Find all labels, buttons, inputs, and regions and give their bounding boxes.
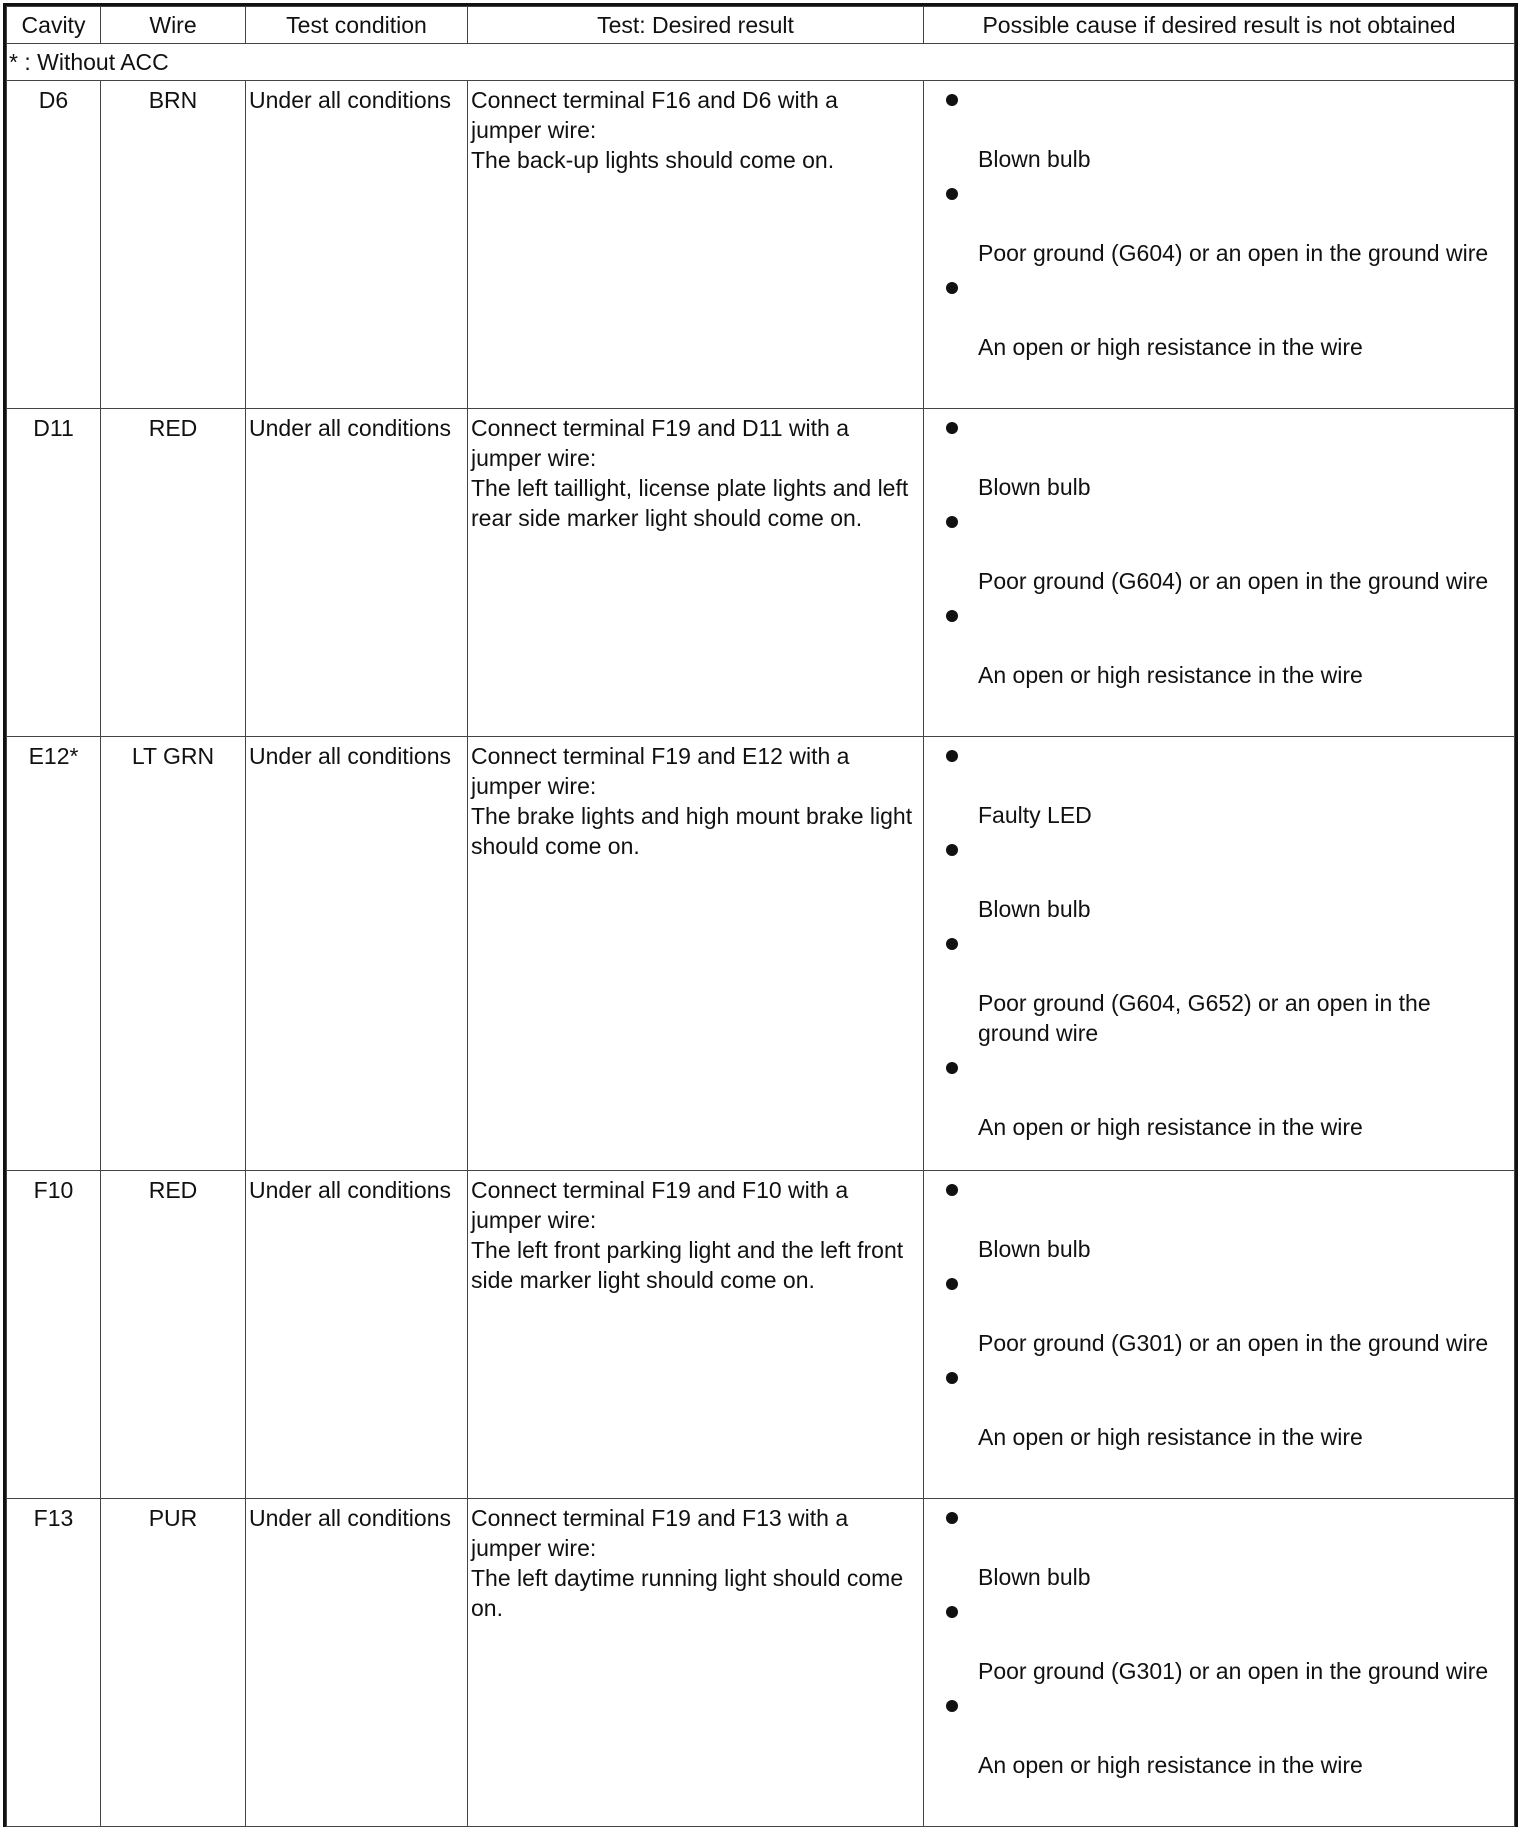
bullet-icon (946, 1372, 958, 1384)
cause-item (942, 750, 1494, 830)
table-row (7, 1499, 1515, 1827)
cavity-cell: D11 (7, 409, 101, 737)
cause-item (942, 1372, 1494, 1452)
footnote-row (7, 44, 1515, 81)
condition-cell: Under all conditions (246, 81, 468, 409)
cause-item (942, 282, 1494, 362)
test-instruction: Connect terminal F19 and F10 with a jumper wire: (471, 1177, 849, 1233)
cavity-cell: F13 (7, 1499, 101, 1827)
test-expectation: The left front parking light and the left front side marker light should come on. (471, 1237, 904, 1293)
bullet-icon (946, 750, 958, 762)
test-instruction: Connect terminal F19 and D11 with a jumper wire: (471, 415, 849, 471)
cause-text: An open or high resistance in the wire (978, 1752, 1363, 1778)
wire-cell: RED (101, 409, 246, 737)
cause-text: Blown bulb (978, 1236, 1091, 1262)
cause-item (942, 1700, 1494, 1780)
bullet-icon (946, 94, 958, 106)
table-row (7, 409, 1515, 737)
cause-text: An open or high resistance in the wire (978, 1424, 1363, 1450)
test-expectation: The brake lights and high mount brake light should come on. (471, 803, 913, 859)
possible-cause-cell (924, 737, 1515, 1171)
bullet-icon (946, 422, 958, 434)
header-test-condition: Test condition (246, 7, 468, 44)
possible-cause-cell (924, 1499, 1515, 1827)
bullet-icon (946, 188, 958, 200)
table-row (7, 737, 1515, 1171)
wire-cell: LT GRN (101, 737, 246, 1171)
cause-text: An open or high resistance in the wire (978, 662, 1363, 688)
cause-text: Poor ground (G301) or an open in the ground wire (978, 1658, 1489, 1684)
header-possible-cause: Possible cause if desired result is not obtained (924, 7, 1515, 44)
cause-item (942, 94, 1494, 174)
desired-result-cell (468, 737, 924, 1171)
test-expectation: The left taillight, license plate lights and left rear side marker light should come on. (471, 475, 909, 531)
bullet-icon (946, 1700, 958, 1712)
header-desired-result: Test: Desired result (468, 7, 924, 44)
test-expectation: The left daytime running light should come on. (471, 1565, 904, 1621)
possible-cause-cell (924, 81, 1515, 409)
cavity-cell: F10 (7, 1171, 101, 1499)
header-wire: Wire (101, 7, 246, 44)
cause-item (942, 1184, 1494, 1264)
cause-text: Poor ground (G301) or an open in the ground wire (978, 1330, 1489, 1356)
footnote: * : Without ACC (7, 44, 1515, 81)
table-row (7, 1171, 1515, 1499)
cause-item (942, 422, 1494, 502)
cavity-cell: D6 (7, 81, 101, 409)
bullet-icon (946, 1062, 958, 1074)
table-row (7, 81, 1515, 409)
wire-cell: PUR (101, 1499, 246, 1827)
header-cavity: Cavity (7, 7, 101, 44)
bullet-icon (946, 282, 958, 294)
cause-text: An open or high resistance in the wire (978, 334, 1363, 360)
bullet-icon (946, 516, 958, 528)
cause-text: Poor ground (G604, G652) or an open in the ground wire (978, 990, 1431, 1046)
desired-result-cell (468, 1499, 924, 1827)
cause-text: Faulty LED (978, 802, 1092, 828)
cause-item (942, 1278, 1494, 1358)
wire-cell: RED (101, 1171, 246, 1499)
cause-text: Poor ground (G604) or an open in the ground wire (978, 568, 1489, 594)
cause-item (942, 1062, 1494, 1142)
possible-cause-cell (924, 1171, 1515, 1499)
cause-item (942, 188, 1494, 268)
bullet-icon (946, 610, 958, 622)
bullet-icon (946, 1184, 958, 1196)
possible-cause-cell (924, 409, 1515, 737)
wire-cell: BRN (101, 81, 246, 409)
cause-text: Blown bulb (978, 146, 1091, 172)
bullet-icon (946, 844, 958, 856)
bullet-icon (946, 1512, 958, 1524)
header-row (7, 7, 1515, 44)
bullet-icon (946, 938, 958, 950)
condition-cell: Under all conditions (246, 1499, 468, 1827)
bullet-icon (946, 1278, 958, 1290)
cavity-cell: E12* (7, 737, 101, 1171)
test-instruction: Connect terminal F19 and F13 with a jumper wire: (471, 1505, 849, 1561)
terminal-test-table (6, 6, 1515, 1827)
cause-item (942, 610, 1494, 690)
test-instruction: Connect terminal F19 and E12 with a jumper wire: (471, 743, 850, 799)
cause-item (942, 1512, 1494, 1592)
cause-item (942, 844, 1494, 924)
cause-text: Blown bulb (978, 896, 1091, 922)
cause-item (942, 938, 1494, 1048)
desired-result-cell (468, 81, 924, 409)
cause-text: Blown bulb (978, 1564, 1091, 1590)
cause-text: Blown bulb (978, 474, 1091, 500)
test-expectation: The back-up lights should come on. (471, 147, 835, 173)
cause-text: Poor ground (G604) or an open in the ground wire (978, 240, 1489, 266)
test-instruction: Connect terminal F16 and D6 with a jumper wire: (471, 87, 838, 143)
cause-item (942, 1606, 1494, 1686)
condition-cell: Under all conditions (246, 1171, 468, 1499)
condition-cell: Under all conditions (246, 737, 468, 1171)
condition-cell: Under all conditions (246, 409, 468, 737)
desired-result-cell (468, 1171, 924, 1499)
bullet-icon (946, 1606, 958, 1618)
cause-text: An open or high resistance in the wire (978, 1114, 1363, 1140)
desired-result-cell (468, 409, 924, 737)
cause-item (942, 516, 1494, 596)
